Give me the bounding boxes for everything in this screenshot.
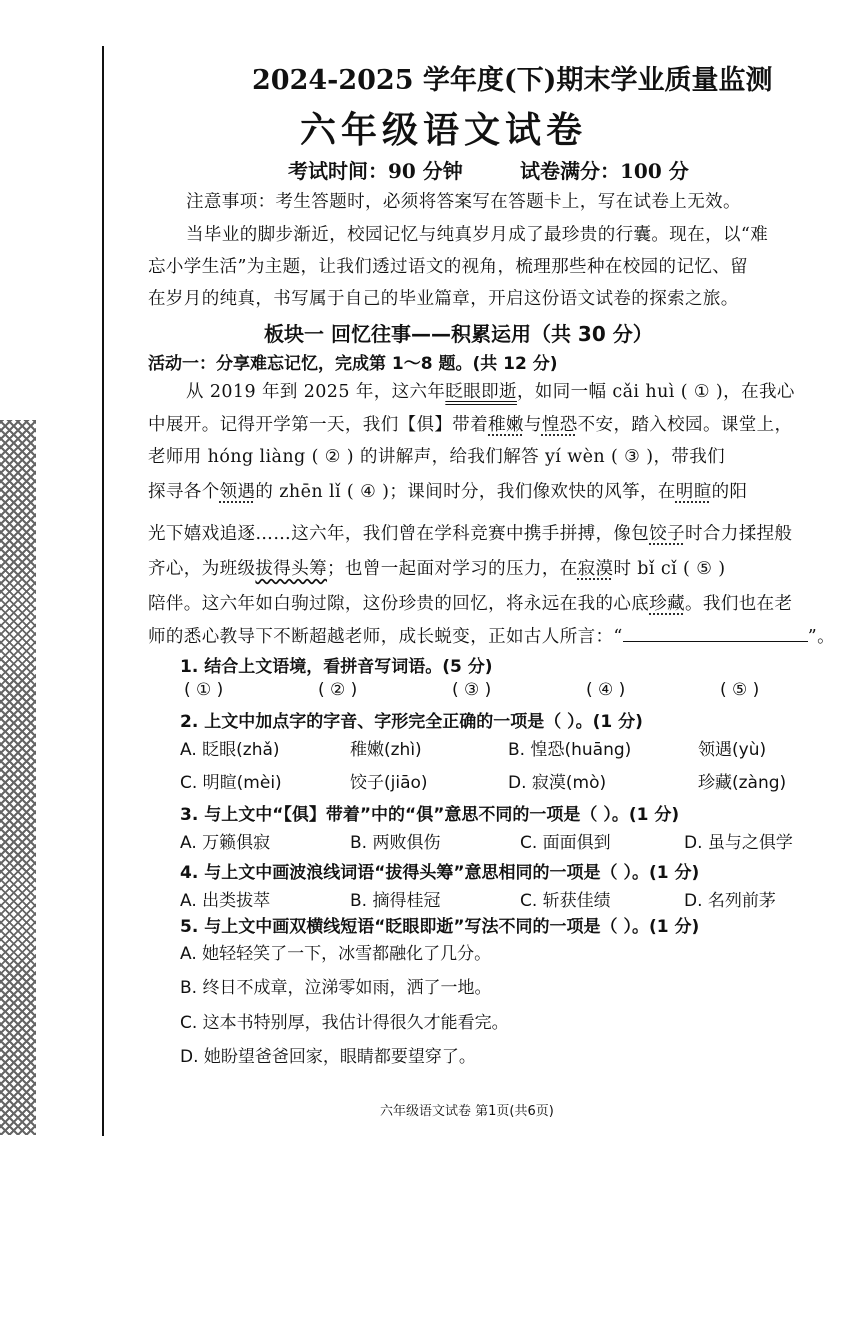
q3-stem: 3. 与上文中“【俱】带着”中的“俱”意思不同的一项是（ ）。(1 分) [180,805,680,825]
q2-option-a1[interactable]: A. 眨眼(zhǎ) [180,740,280,760]
q4-option-d[interactable]: D. 名列前茅 [684,891,776,911]
intro-line-1: 当毕业的脚步渐近，校园记忆与纯真岁月成了最珍贵的行囊。现在，以“难 [186,225,769,245]
q2-option-b2: 领遇(yù) [698,740,767,760]
passage-line-3: 老师用 hóng liàng ( ② ) 的讲解声，给我们解答 yí wèn ( ③ )，带我们 [148,447,726,467]
passage-line-4: 探寻各个领遇的 zhēn lǐ ( ④ )；课间时分，我们像欢快的风筝，在明睻的阳 [148,482,748,502]
exam-title: 2024-2025 学年度(下)期末学业质量监测 [252,65,773,96]
q2-stem: 2. 上文中加点字的字音、字形完全正确的一项是（ ）。(1 分) [180,712,643,732]
q2-option-c2: 饺子(jiāo) [350,773,428,793]
q1-blank-1[interactable]: ( ① ) [184,680,224,700]
q4-stem: 4. 与上文中画波浪线词语“拔得头筹”意思相同的一项是（ ）。(1 分) [180,863,700,883]
full-score: 试卷满分：100 分 [520,159,689,183]
q2-option-d2: 珍藏(zàng) [698,773,787,793]
q2-option-d1[interactable]: D. 寂漠(mò) [508,773,607,793]
q4-option-c[interactable]: C. 斩获佳绩 [520,891,611,911]
q5-stem: 5. 与上文中画双横线短语“眨眼即逝”写法不同的一项是（ ）。(1 分) [180,917,700,937]
q5-option-c[interactable]: C. 这本书特别厚，我估计得很久才能看完。 [180,1013,509,1033]
q2-option-b1[interactable]: B. 惶恐(huāng) [508,740,632,760]
q4-option-a[interactable]: A. 出类拔萃 [180,891,271,911]
exam-time: 考试时间：90 分钟 [288,159,463,183]
q3-option-b[interactable]: B. 两败俱伤 [350,833,441,853]
q2-option-a2: 稚嫩(zhì) [350,740,422,760]
quote-blank[interactable] [623,641,808,642]
passage-line-7: 陪伴。这六年如白驹过隙，这份珍贵的回忆，将永远在我的心底珍藏。我们也在老 [148,594,793,614]
q4-option-b[interactable]: B. 摘得桂冠 [350,891,441,911]
notice: 注意事项：考生答题时，必须将答案写在答题卡上，写在试卷上无效。 [186,192,741,212]
passage-line-1: 从 2019 年到 2025 年，这六年眨眼即逝，如同一幅 cǎi huì ( ① )，在我心 [186,382,795,402]
q2-option-c1[interactable]: C. 明睻(mèi) [180,773,282,793]
q1-blank-2[interactable]: ( ② ) [318,680,358,700]
q1-stem: 1. 结合上文语境，看拼音写词语。(5 分) [180,657,493,677]
q5-option-d[interactable]: D. 她盼望爸爸回家，眼睛都要望穿了。 [180,1047,476,1067]
margin-line [102,46,104,1136]
q1-blank-5[interactable]: ( ⑤ ) [720,680,760,700]
q3-option-d[interactable]: D. 虽与之俱学 [684,833,793,853]
q1-blank-3[interactable]: ( ③ ) [452,680,492,700]
intro-line-2: 忘小学生活”为主题，让我们透过语文的视角，梳理那些种在校园的记忆、留 [148,257,749,277]
binding-decoration [0,420,36,1135]
activity-heading: 活动一：分享难忘记忆，完成第 1～8 题。(共 12 分) [148,354,558,374]
passage-line-2: 中展开。记得开学第一天，我们【俱】带着稚嫩与惶恐不安，踏入校园。课堂上， [148,415,793,435]
q3-option-c[interactable]: C. 面面俱到 [520,833,611,853]
q1-blank-4[interactable]: ( ④ ) [586,680,626,700]
passage-line-5: 光下嬉戏追逐……这六年，我们曾在学科竞赛中携手拼搏，像包饺子时合力揉捏般 [148,524,793,544]
intro-line-3: 在岁月的纯真，书写属于自己的毕业篇章，开启这份语文试卷的探索之旅。 [148,289,739,309]
passage-line-8: 师的悉心教导下不断超越老师，成长蜕变，正如古人所言：“ ”。 [148,627,835,647]
page-footer: 六年级语文试卷 第1页(共6页) [380,1104,554,1119]
paper-title: 六年级语文试卷 [300,110,588,151]
q5-option-a[interactable]: A. 她轻轻笑了一下，冰雪都融化了几分。 [180,944,492,964]
q3-option-a[interactable]: A. 万籁俱寂 [180,833,271,853]
section-heading: 板块一 回忆往事——积累运用（共 30 分） [264,322,653,346]
q5-option-b[interactable]: B. 终日不成章，泣涕零如雨，洒了一地。 [180,978,492,998]
passage-line-6: 齐心，为班级拔得头筹；也曾一起面对学习的压力，在寂漠时 bǐ cǐ ( ⑤ ) [148,559,726,579]
